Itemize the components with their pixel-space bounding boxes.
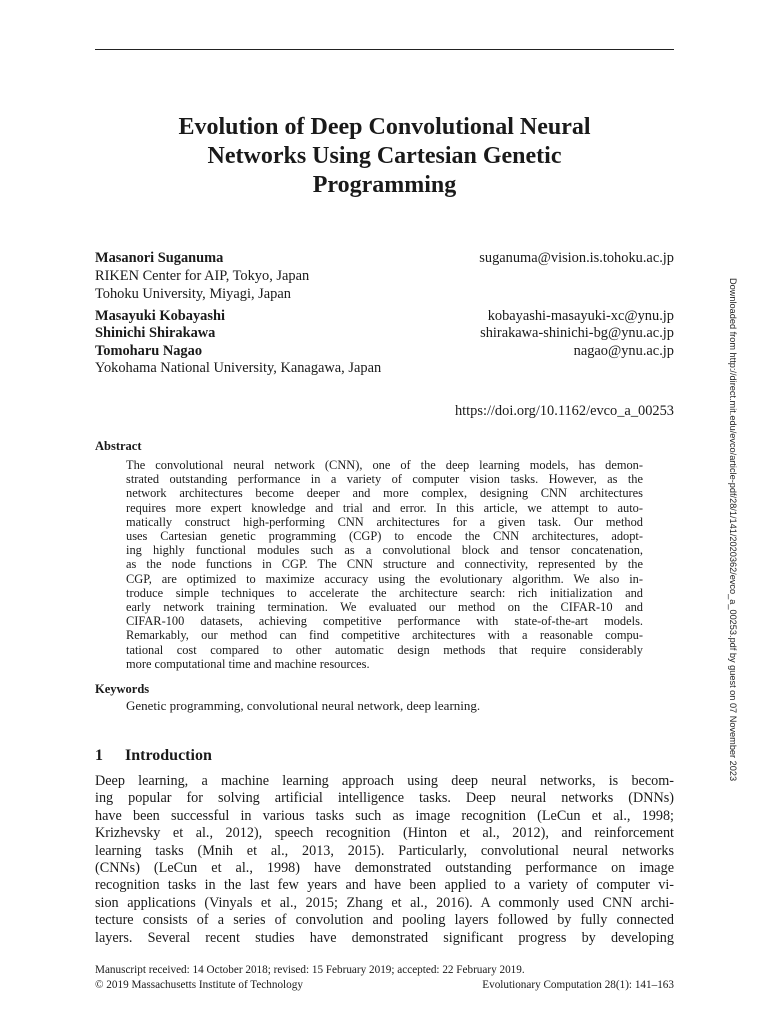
abstract-line: uses Cartesian genetic programming (CGP) to encode the CNN architectures, adopt- bbox=[126, 529, 643, 544]
header-rule bbox=[95, 49, 674, 50]
paper-title bbox=[95, 113, 674, 200]
abstract-heading: Abstract bbox=[95, 439, 142, 453]
abstract-line: ing highly functional modules such as a convolutional block and tensor concatenation, bbox=[126, 543, 643, 558]
title-line: Networks Using Cartesian Genetic bbox=[207, 143, 562, 169]
author-email[interactable]: kobayashi-masayuki-xc@ynu.jp bbox=[487, 308, 674, 324]
author-name: Masayuki Kobayashi bbox=[95, 308, 225, 324]
author-affiliation: RIKEN Center for AIP, Tokyo, Japan bbox=[95, 268, 310, 284]
author-affiliation: Yokohama National University, Kanagawa, Japan bbox=[95, 360, 382, 376]
abstract-line: CIFAR-100 datasets, achieving competitive performance with state-of-the-art models. bbox=[126, 614, 643, 629]
body-line: have been successful in various tasks such as image recognition (LeCun et al., 1998; bbox=[95, 807, 674, 824]
keywords-text: Genetic programming, convolutional neural network, deep learning. bbox=[126, 698, 481, 713]
body-line: tecture consists of a series of convolution and pooling layers followed by fully connected bbox=[95, 912, 674, 929]
author-name: Masanori Suganuma bbox=[95, 250, 224, 266]
body-line: Deep learning, a machine learning approach using deep neural networks, is becom- bbox=[95, 773, 674, 789]
intro-paragraph bbox=[95, 773, 674, 947]
author-affiliation: Tohoku University, Miyagi, Japan bbox=[95, 286, 291, 302]
doi-link[interactable]: https://doi.org/10.1162/evco_a_00253 bbox=[454, 403, 674, 419]
journal-citation: Evolutionary Computation 28(1): 141–163 bbox=[482, 979, 674, 991]
abstract-line: CGP, are optimized to maximize accuracy using the evolutionary algorithm. We also in- bbox=[126, 571, 643, 586]
abstract-line: matically construct high-performing CNN architectures for a given task. Our method bbox=[126, 514, 643, 529]
body-line: ing popular for solving artificial intelligence tasks. Deep neural networks (DNNs) bbox=[95, 790, 674, 807]
body-line: learning tasks (Mnih et al., 2013, 2015). Particularly, convolutional neural networks bbox=[95, 842, 674, 859]
body-line: recognition tasks in the last few years and have been applied to a variety of computer vi- bbox=[95, 877, 674, 894]
abstract-line: Remarkably, our method can find competitive architectures with a reasonable compu- bbox=[126, 628, 643, 643]
abstract-line: tational cost compared to other automatic design methods that require considerably bbox=[126, 642, 643, 657]
author-email[interactable]: suganuma@vision.is.tohoku.ac.jp bbox=[479, 250, 674, 266]
abstract-line: strated outstanding performance in a variety of computer vision tasks. However, as the bbox=[126, 472, 643, 487]
abstract-line: network architectures become deeper and more complex, designing CNN architectures bbox=[126, 486, 643, 501]
title-line: Programming bbox=[312, 172, 457, 198]
download-watermark-text: Downloaded from http://direct.mit.edu/evco/article-pdf/28/1/141/2020362/evco_a_00253.pdf by guest on 07 November 2023 bbox=[728, 278, 738, 782]
author-email[interactable]: nagao@ynu.ac.jp bbox=[573, 343, 674, 359]
section-title: Introduction bbox=[125, 747, 212, 764]
body-line: sion applications (Vinyals et al., 2015; Zhang et al., 2016). A commonly used CNN archi- bbox=[95, 894, 674, 911]
abstract-line: as the node functions in CGP. The CNN structure and connectivity, represented by the bbox=[126, 557, 643, 572]
abstract-line: more computational time and machine resources. bbox=[126, 656, 370, 671]
body-line: layers. Several recent studies have demonstrated significant progress by developing bbox=[95, 929, 674, 946]
keywords-heading: Keywords bbox=[95, 682, 150, 696]
abstract-line: early network training termination. We evaluated our method on the CIFAR-10 and bbox=[126, 600, 643, 615]
author-email[interactable]: shirakawa-shinichi-bg@ynu.ac.jp bbox=[480, 325, 674, 341]
copyright: © 2019 Massachusetts Institute of Technology bbox=[95, 979, 303, 991]
abstract-line: requires more expert knowledge and trial and error. In this article, we attempt to auto- bbox=[126, 500, 643, 515]
abstract-body bbox=[126, 458, 643, 671]
body-line: (CNNs) (LeCun et al., 1998) have demonstrated outstanding performance on image bbox=[95, 860, 674, 877]
title-line: Evolution of Deep Convolutional Neural bbox=[178, 114, 591, 140]
abstract-line: troduce simple techniques to accelerate the architecture search: rich initialization and bbox=[126, 585, 643, 600]
author-name: Shinichi Shirakawa bbox=[95, 325, 216, 341]
body-line: Krizhevsky et al., 2012), speech recognition (Hinton et al., 2012), and reinforcement bbox=[95, 825, 674, 842]
manuscript-dates: Manuscript received: 14 October 2018; revised: 15 February 2019; accepted: 22 February 2019. bbox=[95, 964, 525, 976]
abstract-line: The convolutional neural network (CNN), one of the deep learning models, has demon- bbox=[126, 458, 643, 472]
author-name: Tomoharu Nagao bbox=[95, 343, 203, 359]
section-number: 1 bbox=[95, 747, 103, 764]
